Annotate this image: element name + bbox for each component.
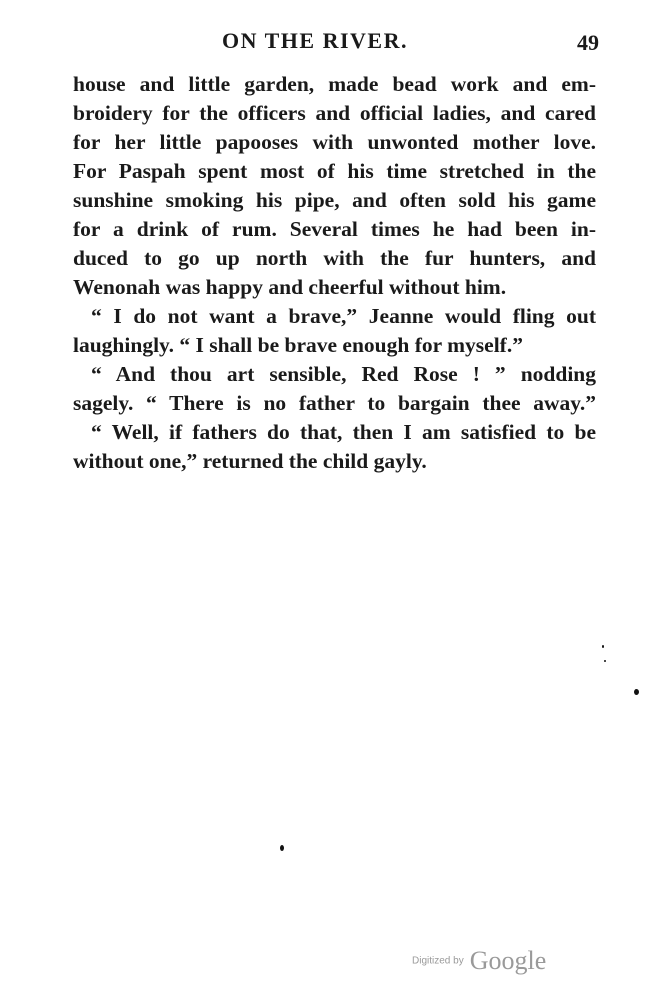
text-line: for a drink of rum. Several times he had been in- bbox=[73, 217, 596, 241]
google-logo: Google bbox=[469, 946, 547, 975]
text-line: “ And thou art sensible, Red Rose ! ” nodding bbox=[91, 362, 596, 386]
digitized-watermark bbox=[412, 946, 546, 976]
text-line: “ I do not want a brave,” Jeanne would fling out bbox=[91, 304, 596, 328]
text-line: laughingly. “ I shall be brave enough for myself.” bbox=[73, 333, 523, 357]
watermark-prefix: Digitized by bbox=[412, 955, 464, 967]
text-line: sagely. “ There is no father to bargain thee away.” bbox=[73, 391, 596, 415]
ink-speck bbox=[634, 689, 639, 695]
text-line: broidery for the officers and official ladies, and cared bbox=[73, 101, 596, 125]
text-line: duced to go up north with the fur hunters, and bbox=[73, 246, 596, 270]
ink-speck bbox=[602, 645, 604, 648]
running-head bbox=[0, 22, 662, 62]
text-line: Wenonah was happy and cheerful without him. bbox=[73, 275, 507, 299]
body-text bbox=[73, 70, 596, 476]
text-line: sunshine smoking his pipe, and often sold his game bbox=[73, 188, 596, 212]
text-line: house and little garden, made bead work and em- bbox=[73, 72, 596, 96]
text-line: “ Well, if fathers do that, then I am satisfied to be bbox=[91, 420, 596, 444]
running-title: ON THE RIVER. bbox=[222, 28, 408, 53]
text-line: for her little papooses with unwonted mother love. bbox=[73, 130, 596, 154]
text-line: without one,” returned the child gayly. bbox=[73, 449, 427, 473]
ink-speck bbox=[604, 660, 606, 662]
text-line: For Paspah spent most of his time stretched in the bbox=[73, 159, 596, 183]
page-number: 49 bbox=[577, 30, 599, 55]
ink-speck bbox=[280, 845, 284, 851]
